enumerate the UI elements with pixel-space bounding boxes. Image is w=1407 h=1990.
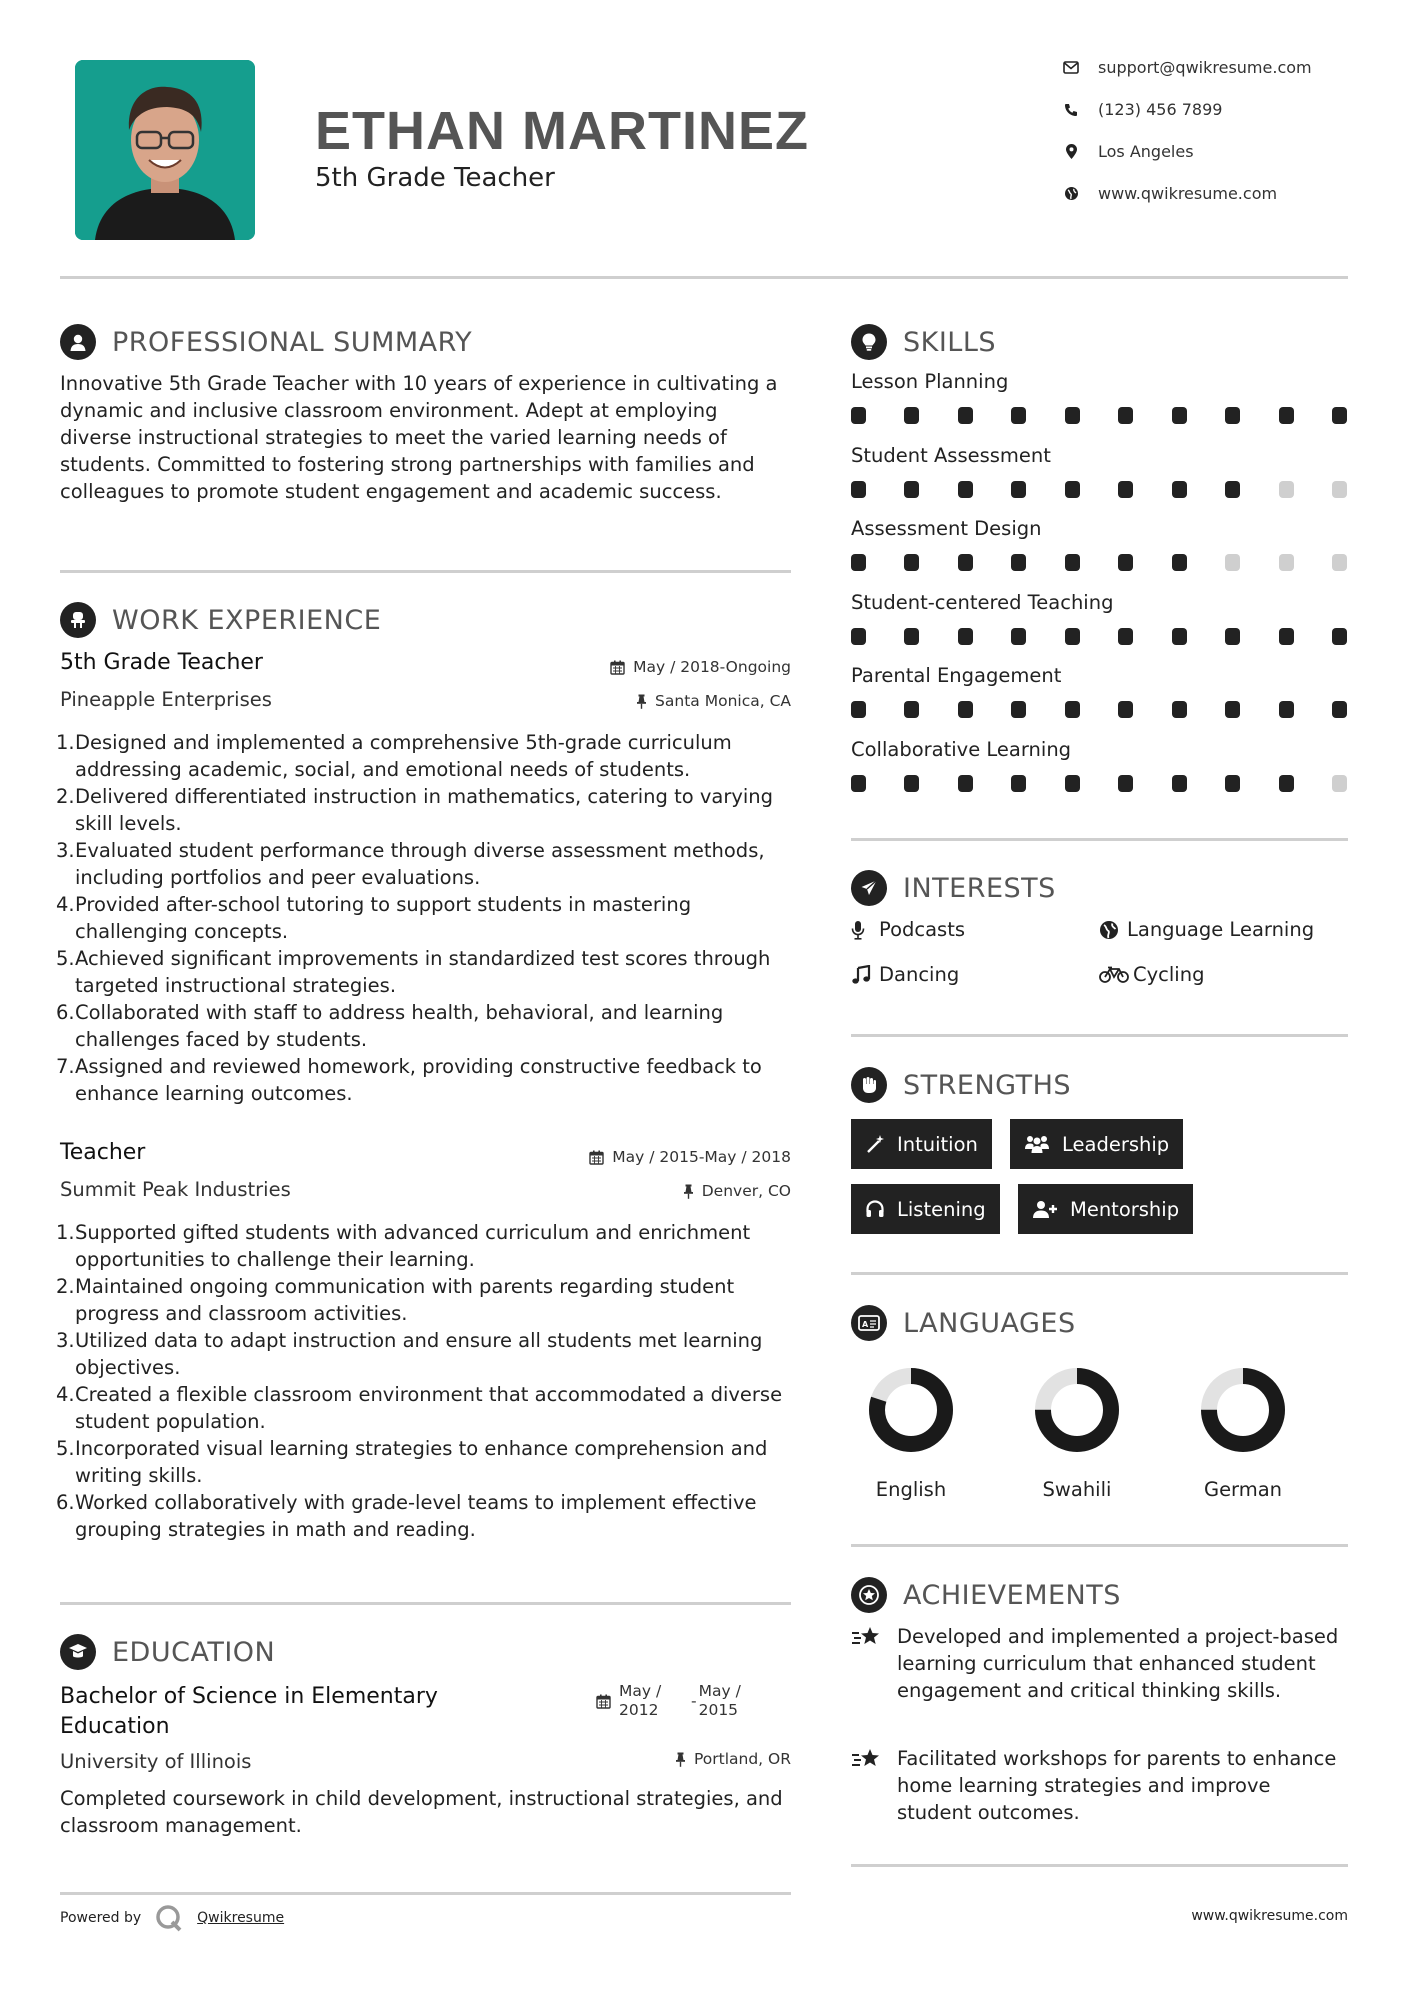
list-item: 2. Maintained ongoing communication with parents regarding student progress and classroom activities. [56,1275,735,1325]
shooting-star-icon [851,1623,897,1704]
calendar-icon [589,1150,604,1165]
phone-icon [1060,103,1082,117]
achievement-item: Developed and implemented a project-based learning curriculum that enhanced student engagement and critical thinking skills. [851,1623,1348,1704]
skill-name: Assessment Design [851,517,1042,540]
skill-level-dot [1172,701,1187,718]
chair-icon [60,602,96,638]
job-dates: May / 2018-Ongoing [480,658,791,676]
globe-icon [1099,920,1127,940]
education-heading: EDUCATION [60,1634,275,1670]
pin-icon [683,1184,694,1199]
language-proficiency-ring [1183,1360,1303,1460]
strength-tag: Mentorship [1018,1184,1193,1234]
list-item: 4. Provided after-school tutoring to support students in mastering challenging concepts. [56,893,692,943]
skill-level-dot [958,701,973,718]
skill-level-dot [1118,407,1133,424]
interest-item: Language Learning [1099,918,1314,941]
school-name: University of Illinois [60,1750,252,1773]
skill-level-dot [851,554,866,571]
magic-wand-icon [865,1134,885,1154]
skill-level-dot [1225,481,1240,498]
skill-level-dot [1065,775,1080,792]
languages-divider [851,1544,1348,1547]
svg-text:A: A [862,1320,869,1329]
skill-level-dot [1225,407,1240,424]
education-location: Portland, OR [480,1750,791,1768]
skill-level-dot [904,481,919,498]
interests-divider [851,1034,1348,1037]
skills-divider [851,838,1348,841]
envelope-icon [1060,61,1082,74]
language-item [1017,1360,1137,1501]
language-proficiency-ring [851,1360,971,1460]
job-company: Summit Peak Industries [60,1178,291,1201]
skill-level-dot [958,407,973,424]
contact-location: Los Angeles [1060,142,1360,161]
summary-heading: PROFESSIONAL SUMMARY [60,324,472,360]
interest-item: Dancing [851,963,959,986]
skill-level-dot [851,701,866,718]
skill-level-dot [1279,554,1294,571]
skill-item [851,738,1351,812]
skill-level-dot [851,775,866,792]
strengths-divider [851,1272,1348,1275]
job-title: Teacher [60,1140,146,1165]
interests-heading: INTERESTS [851,870,1056,906]
skill-item [851,591,1351,665]
language-name: Swahili [1042,1478,1112,1501]
skill-level-dot [904,775,919,792]
skill-level-dot [1332,775,1347,792]
contact-phone[interactable]: (123) 456 7899 [1060,100,1360,119]
language-item [851,1360,971,1501]
list-item: 3. Utilized data to adapt instruction and ensure all students met learning objectives. [56,1329,763,1379]
education-description: Completed coursework in child development, instructional strategies, and classroom management. [60,1787,783,1837]
skill-level-dots [851,628,1347,645]
skill-level-dots [851,481,1347,498]
skill-level-dot [1118,481,1133,498]
candidate-name: ETHAN MARTINEZ [315,101,809,161]
skill-level-dot [1065,407,1080,424]
skill-level-dots [851,775,1347,792]
interest-item: Cycling [1099,963,1204,986]
education-dates: May / 2012 - May / 2015 [596,1682,741,1720]
fist-icon [851,1067,887,1103]
powered-by: Powered by Qwikresume [60,1904,284,1932]
list-item: 5. Incorporated visual learning strategies to enhance comprehension and writing skills. [56,1437,768,1487]
pin-icon [636,694,647,709]
achievements-divider [851,1864,1348,1867]
list-item: 5. Achieved significant improvements in standardized test scores through targeted instructional strategies. [56,947,771,997]
profile-photo [75,60,255,240]
skill-name: Student Assessment [851,443,1051,467]
list-item: 4. Created a flexible classroom environment that accommodated a diverse student population. [56,1383,783,1433]
list-item: 1. Designed and implemented a comprehensive 5th-grade curriculum addressing academic, social, and emotional needs of students. [56,731,732,781]
skill-level-dot [904,554,919,571]
skill-level-dot [1118,628,1133,645]
skill-level-dot [1225,554,1240,571]
map-marker-icon [1060,144,1082,159]
skill-level-dot [851,407,866,424]
skill-level-dot [1225,701,1240,718]
footer-website[interactable]: www.qwikresume.com [1191,1908,1348,1924]
bicycle-icon [1099,966,1133,984]
strength-tag: Listening [851,1184,1000,1234]
skill-item [851,664,1351,738]
achievements-heading: ACHIEVEMENTS [851,1577,1121,1613]
skill-level-dot [1172,628,1187,645]
job-duties [56,729,796,1107]
skill-level-dot [1118,554,1133,571]
skill-level-dot [1065,481,1080,498]
skill-level-dot [1118,775,1133,792]
skill-name: Lesson Planning [851,370,1009,393]
skill-level-dot [1332,407,1347,424]
skill-level-dot [958,628,973,645]
job-title: 5th Grade Teacher [60,650,263,675]
skill-level-dot [1118,701,1133,718]
skill-level-dot [1225,775,1240,792]
skill-level-dot [1011,554,1026,571]
skill-level-dot [1172,775,1187,792]
graduate-icon [60,1634,96,1670]
paper-plane-icon [851,870,887,906]
skill-name: Parental Engagement [851,664,1062,687]
skill-level-dot [904,701,919,718]
degree: Bachelor of Science in Elementary Education [60,1684,438,1739]
qwikresume-link[interactable]: Qwikresume [197,1910,285,1926]
calendar-icon [610,660,625,675]
summary-divider [60,570,791,573]
job-location: Denver, CO [480,1182,791,1200]
globe-icon [1060,186,1082,201]
skill-level-dot [1011,775,1026,792]
job-dates: May / 2015-May / 2018 [480,1148,791,1166]
qwikresume-logo-icon [155,1904,183,1932]
list-item: 2. Delivered differentiated instruction in mathematics, catering to varying skill levels. [56,785,774,835]
user-plus-icon [1032,1199,1058,1219]
education-divider [60,1892,791,1895]
interest-item: Podcasts [851,918,965,941]
list-item: 3. Evaluated student performance through diverse assessment methods, including portfolios and peer evaluations. [56,839,765,889]
skill-level-dot [904,628,919,645]
strengths-heading: STRENGTHS [851,1067,1071,1103]
languages-list [851,1360,1351,1510]
skill-level-dots [851,407,1347,424]
music-icon [851,965,879,985]
language-item [1183,1360,1303,1501]
job-location: Santa Monica, CA [480,692,791,710]
skill-level-dot [1279,775,1294,792]
skill-level-dots [851,701,1347,718]
lightbulb-icon [851,324,887,360]
skills-heading: SKILLS [851,324,996,360]
contact-email[interactable]: support@qwikresume.com [1060,58,1360,77]
skill-level-dot [1172,554,1187,571]
skill-level-dot [851,628,866,645]
strength-tag: Intuition [851,1119,992,1169]
users-icon [1024,1134,1050,1154]
skill-level-dot [1065,628,1080,645]
candidate-title: 5th Grade Teacher [315,163,555,193]
skill-level-dot [958,775,973,792]
skill-level-dot [851,481,866,498]
skill-level-dot [1172,481,1187,498]
achievement-item: Facilitated workshops for parents to enhance home learning strategies and improve student outcomes. [851,1745,1348,1826]
skill-item [851,517,1351,591]
skill-level-dot [1011,407,1026,424]
skill-level-dot [958,554,973,571]
skill-item [851,444,1351,518]
experience-heading: WORK EXPERIENCE [60,602,381,638]
skill-level-dot [1065,701,1080,718]
contact-website[interactable]: www.qwikresume.com [1060,184,1360,203]
skill-name: Student-centered Teaching [851,590,1114,614]
list-item: 7. Assigned and reviewed homework, providing constructive feedback to enhance learning outcomes. [56,1055,762,1105]
header-divider [60,276,1348,279]
shooting-star-icon [851,1745,897,1826]
microphone-icon [851,920,879,940]
skill-level-dot [1011,628,1026,645]
user-icon [60,324,96,360]
skill-level-dot [1332,701,1347,718]
calendar-icon [596,1694,611,1709]
language-name: English [875,1478,947,1501]
skill-level-dot [1011,481,1026,498]
strength-tag: Leadership [1010,1119,1183,1169]
list-item: 6. Collaborated with staff to address health, behavioral, and learning challenges faced by students. [56,1001,724,1051]
skill-level-dot [1279,407,1294,424]
skill-level-dot [1225,628,1240,645]
language-name: German [1203,1478,1283,1501]
skill-level-dot [1332,628,1347,645]
skill-item [851,370,1351,444]
job-duties [56,1219,796,1543]
skills-list [851,370,1351,811]
skill-level-dot [904,407,919,424]
skill-level-dot [1011,701,1026,718]
language-card-icon [851,1305,887,1341]
experience-divider [60,1602,791,1605]
skill-level-dot [1332,554,1347,571]
skill-level-dot [1279,701,1294,718]
star-badge-icon [851,1577,887,1613]
list-item: 6. Worked collaboratively with grade-level teams to implement effective grouping strategies in math and reading. [56,1491,757,1541]
skill-name: Collaborative Learning [851,737,1072,761]
skill-level-dot [1279,628,1294,645]
skill-level-dot [1065,554,1080,571]
skill-level-dots [851,554,1347,571]
skill-level-dot [1279,481,1294,498]
headphones-icon [865,1199,885,1219]
languages-heading: A LANGUAGES [851,1305,1076,1341]
list-item: 1. Supported gifted students with advanced curriculum and enrichment opportunities to challenge their learning. [56,1221,751,1271]
language-proficiency-ring [1017,1360,1137,1460]
summary-text: Innovative 5th Grade Teacher with 10 years of experience in cultivating a dynamic and inclusive classroom environment. Adept at employing diverse instructional strategies to meet the varied learning needs of students. Committed to fostering strong partnerships with families and colleagues to promote student engagement and academic success. [60,372,778,503]
skill-level-dot [1332,481,1347,498]
pin-icon [675,1752,686,1767]
skill-level-dot [958,481,973,498]
job-company: Pineapple Enterprises [60,688,272,711]
skill-level-dot [1172,407,1187,424]
